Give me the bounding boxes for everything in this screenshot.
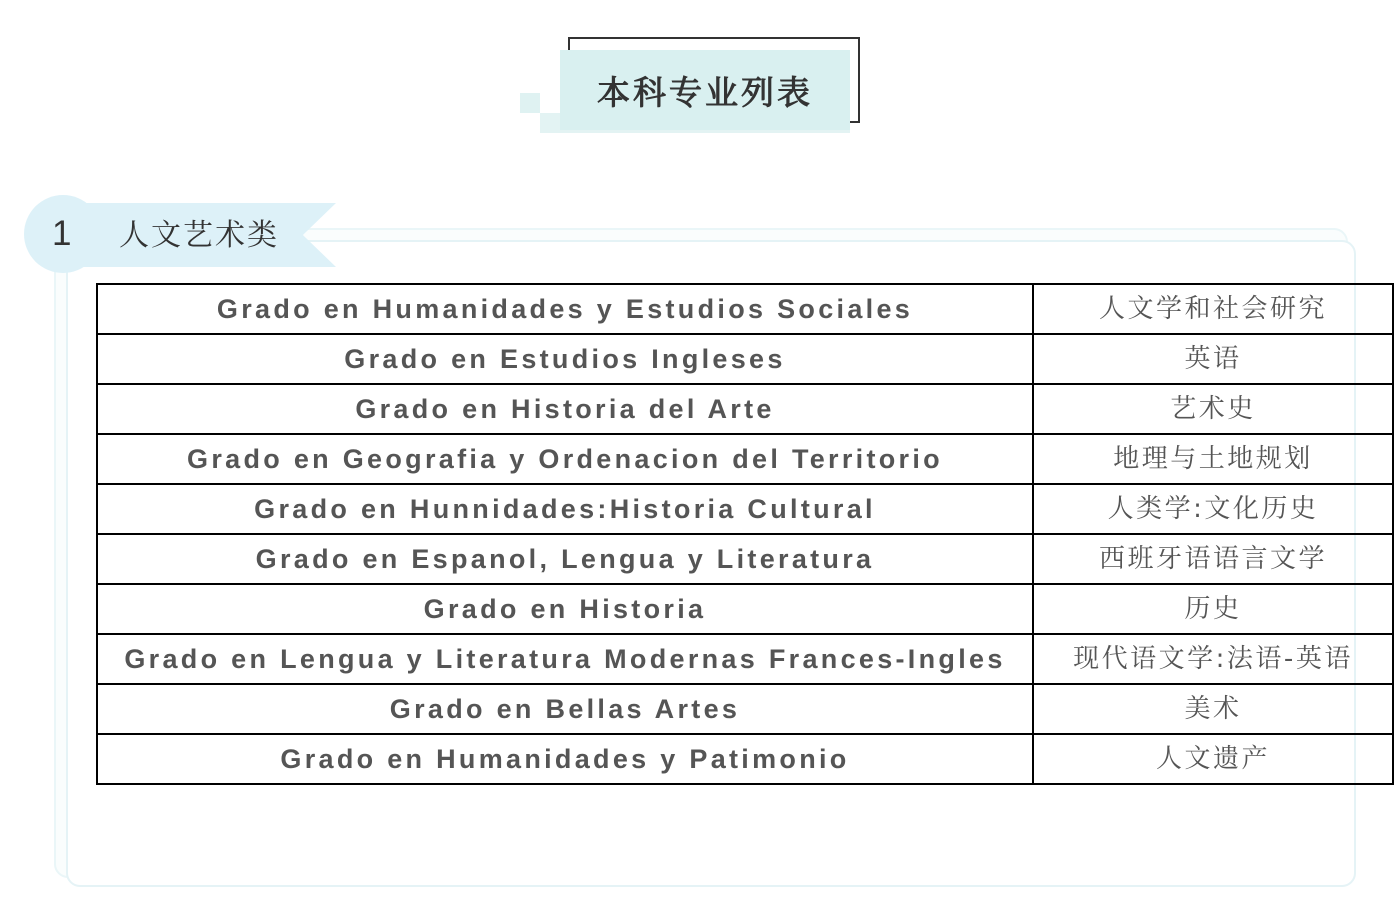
major-name-chinese: 历史 bbox=[1033, 584, 1393, 634]
table-row bbox=[97, 384, 1393, 434]
major-name-spanish: Grado en Historia del Arte bbox=[97, 384, 1033, 434]
majors-table bbox=[96, 283, 1394, 785]
section-title: 人文艺术类 bbox=[119, 218, 279, 253]
major-name-chinese: 现代语文学:法语-英语 bbox=[1033, 634, 1393, 684]
page-title-box bbox=[560, 50, 850, 130]
table-row bbox=[97, 584, 1393, 634]
major-name-chinese: 地理与土地规划 bbox=[1033, 434, 1393, 484]
major-name-spanish: Grado en Lengua y Literatura Modernas Frances-Ingles bbox=[97, 634, 1033, 684]
table-row bbox=[97, 284, 1393, 334]
major-name-chinese: 人文学和社会研究 bbox=[1033, 284, 1393, 334]
major-name-spanish: Grado en Espanol, Lengua y Literatura bbox=[97, 534, 1033, 584]
major-name-spanish: Grado en Humanidades y Patimonio bbox=[97, 734, 1033, 784]
major-name-chinese: 人类学:文化历史 bbox=[1033, 484, 1393, 534]
table-row bbox=[97, 684, 1393, 734]
major-name-spanish: Grado en Humanidades y Estudios Sociales bbox=[97, 284, 1033, 334]
table-row bbox=[97, 334, 1393, 384]
section-number: 1 bbox=[52, 214, 72, 253]
major-name-chinese: 英语 bbox=[1033, 334, 1393, 384]
major-name-spanish: Grado en Historia bbox=[97, 584, 1033, 634]
major-name-chinese: 美术 bbox=[1033, 684, 1393, 734]
major-name-spanish: Grado en Estudios Ingleses bbox=[97, 334, 1033, 384]
table-row bbox=[97, 434, 1393, 484]
table-row bbox=[97, 734, 1393, 784]
table-row bbox=[97, 534, 1393, 584]
table-row bbox=[97, 634, 1393, 684]
page-title-decoration bbox=[520, 93, 540, 113]
major-name-chinese: 西班牙语语言文学 bbox=[1033, 534, 1393, 584]
major-name-chinese: 人文遗产 bbox=[1033, 734, 1393, 784]
major-name-spanish: Grado en Hunnidades:Historia Cultural bbox=[97, 484, 1033, 534]
major-name-spanish: Grado en Geografia y Ordenacion del Territorio bbox=[97, 434, 1033, 484]
major-name-chinese: 艺术史 bbox=[1033, 384, 1393, 434]
major-name-spanish: Grado en Bellas Artes bbox=[97, 684, 1033, 734]
table-row bbox=[97, 484, 1393, 534]
page-title: 本科专业列表 bbox=[597, 72, 813, 112]
